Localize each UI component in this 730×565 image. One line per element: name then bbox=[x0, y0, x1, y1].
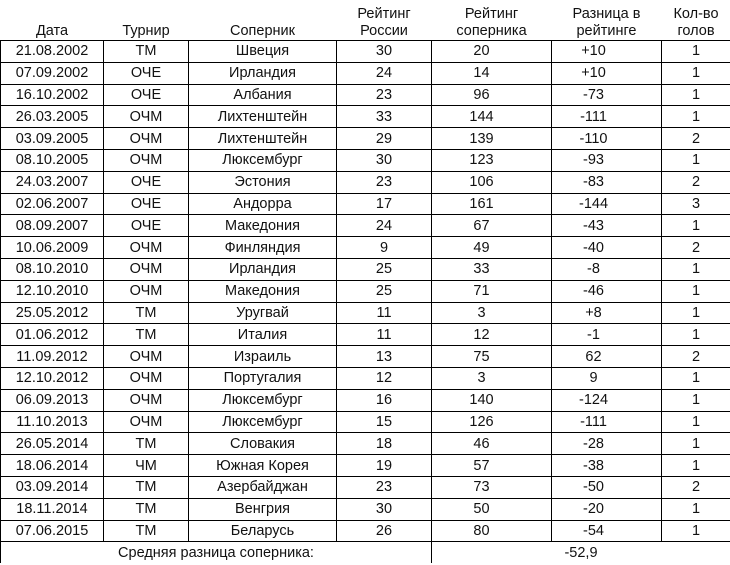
cell-date: 18.06.2014 bbox=[1, 455, 104, 477]
cell-russia-rating: 18 bbox=[337, 433, 432, 455]
header-russia-rating: Рейтинг России bbox=[357, 6, 411, 39]
cell-tournament: ОЧМ bbox=[104, 389, 189, 411]
cell-opponent: Южная Корея bbox=[189, 455, 337, 477]
cell-opponent: Албания bbox=[189, 84, 337, 106]
table-row bbox=[1, 433, 730, 455]
cell-russia-rating: 12 bbox=[337, 367, 432, 389]
header-opponent-rating: Рейтинг соперника bbox=[456, 6, 527, 39]
cell-goals: 1 bbox=[662, 389, 730, 411]
cell-russia-rating: 23 bbox=[337, 171, 432, 193]
cell-opponent-rating: 126 bbox=[432, 411, 552, 433]
cell-opponent: Израиль bbox=[189, 346, 337, 368]
cell-tournament: ЧМ bbox=[104, 455, 189, 477]
header-tournament: Турнир bbox=[122, 23, 170, 39]
cell-opponent-rating: 3 bbox=[432, 367, 552, 389]
cell-goals: 1 bbox=[662, 280, 730, 302]
cell-russia-rating: 26 bbox=[337, 520, 432, 542]
cell-opponent: Венгрия bbox=[189, 498, 337, 520]
cell-rating-difference: 62 bbox=[552, 346, 662, 368]
table-row bbox=[1, 389, 730, 411]
cell-russia-rating: 24 bbox=[337, 215, 432, 237]
cell-date: 07.06.2015 bbox=[1, 520, 104, 542]
cell-rating-difference: -28 bbox=[552, 433, 662, 455]
cell-opponent-rating: 73 bbox=[432, 476, 552, 498]
cell-goals: 1 bbox=[662, 258, 730, 280]
cell-goals: 1 bbox=[662, 215, 730, 237]
cell-opponent: Швеция bbox=[189, 41, 337, 63]
cell-opponent: Македония bbox=[189, 215, 337, 237]
cell-tournament: ОЧМ bbox=[104, 367, 189, 389]
cell-date: 12.10.2010 bbox=[1, 280, 104, 302]
cell-opponent: Беларусь bbox=[189, 520, 337, 542]
cell-date: 11.09.2012 bbox=[1, 346, 104, 368]
cell-tournament: ОЧМ bbox=[104, 258, 189, 280]
cell-opponent-rating: 144 bbox=[432, 106, 552, 128]
cell-date: 03.09.2014 bbox=[1, 476, 104, 498]
cell-date: 21.08.2002 bbox=[1, 41, 104, 63]
cell-russia-rating: 9 bbox=[337, 237, 432, 259]
cell-goals: 2 bbox=[662, 128, 730, 150]
cell-date: 16.10.2002 bbox=[1, 84, 104, 106]
cell-goals: 1 bbox=[662, 455, 730, 477]
cell-date: 26.03.2005 bbox=[1, 106, 104, 128]
cell-date: 01.06.2012 bbox=[1, 324, 104, 346]
cell-opponent: Ирландия bbox=[189, 62, 337, 84]
cell-opponent-rating: 96 bbox=[432, 84, 552, 106]
cell-opponent: Италия bbox=[189, 324, 337, 346]
cell-opponent: Македония bbox=[189, 280, 337, 302]
cell-opponent-rating: 57 bbox=[432, 455, 552, 477]
cell-tournament: ОЧЕ bbox=[104, 84, 189, 106]
cell-tournament: ОЧМ bbox=[104, 149, 189, 171]
cell-opponent: Люксембург bbox=[189, 149, 337, 171]
cell-tournament: ОЧМ bbox=[104, 280, 189, 302]
cell-goals: 2 bbox=[662, 171, 730, 193]
header-opponent: Соперник bbox=[230, 23, 295, 39]
table-row bbox=[1, 193, 730, 215]
cell-goals: 1 bbox=[662, 149, 730, 171]
cell-tournament: ТМ bbox=[104, 498, 189, 520]
cell-date: 08.10.2005 bbox=[1, 149, 104, 171]
cell-russia-rating: 30 bbox=[337, 498, 432, 520]
cell-rating-difference: -40 bbox=[552, 237, 662, 259]
table-row bbox=[1, 106, 730, 128]
cell-rating-difference: +10 bbox=[552, 41, 662, 63]
table-row bbox=[1, 520, 730, 542]
cell-goals: 1 bbox=[662, 433, 730, 455]
cell-russia-rating: 11 bbox=[337, 324, 432, 346]
cell-russia-rating: 33 bbox=[337, 106, 432, 128]
cell-opponent-rating: 14 bbox=[432, 62, 552, 84]
cell-rating-difference: -111 bbox=[552, 106, 662, 128]
cell-russia-rating: 16 bbox=[337, 389, 432, 411]
cell-opponent: Ирландия bbox=[189, 258, 337, 280]
cell-opponent: Азербайджан bbox=[189, 476, 337, 498]
cell-rating-difference: -110 bbox=[552, 128, 662, 150]
cell-russia-rating: 29 bbox=[337, 128, 432, 150]
cell-opponent: Уругвай bbox=[189, 302, 337, 324]
cell-goals: 1 bbox=[662, 520, 730, 542]
cell-date: 24.03.2007 bbox=[1, 171, 104, 193]
cell-rating-difference: -1 bbox=[552, 324, 662, 346]
cell-tournament: ТМ bbox=[104, 433, 189, 455]
table-row bbox=[1, 455, 730, 477]
cell-russia-rating: 11 bbox=[337, 302, 432, 324]
cell-rating-difference: -46 bbox=[552, 280, 662, 302]
header-goals: Кол-во голов bbox=[673, 6, 719, 39]
cell-opponent-rating: 75 bbox=[432, 346, 552, 368]
table-row bbox=[1, 302, 730, 324]
cell-rating-difference: -50 bbox=[552, 476, 662, 498]
cell-rating-difference: -38 bbox=[552, 455, 662, 477]
cell-goals: 1 bbox=[662, 62, 730, 84]
cell-opponent-rating: 12 bbox=[432, 324, 552, 346]
header-date: Дата bbox=[35, 23, 69, 39]
cell-tournament: ОЧЕ bbox=[104, 193, 189, 215]
cell-opponent: Финляндия bbox=[189, 237, 337, 259]
table-row bbox=[1, 41, 730, 63]
cell-russia-rating: 19 bbox=[337, 455, 432, 477]
cell-goals: 1 bbox=[662, 367, 730, 389]
table-row bbox=[1, 149, 730, 171]
cell-opponent: Люксембург bbox=[189, 411, 337, 433]
cell-rating-difference: -93 bbox=[552, 149, 662, 171]
cell-goals: 2 bbox=[662, 346, 730, 368]
cell-opponent-rating: 140 bbox=[432, 389, 552, 411]
cell-opponent-rating: 33 bbox=[432, 258, 552, 280]
cell-russia-rating: 30 bbox=[337, 149, 432, 171]
cell-tournament: ТМ bbox=[104, 302, 189, 324]
table-row bbox=[1, 367, 730, 389]
cell-rating-difference: 9 bbox=[552, 367, 662, 389]
table-row bbox=[1, 324, 730, 346]
table-row bbox=[1, 476, 730, 498]
cell-goals: 1 bbox=[662, 106, 730, 128]
cell-goals: 2 bbox=[662, 476, 730, 498]
cell-opponent: Лихтенштейн bbox=[189, 128, 337, 150]
cell-russia-rating: 23 bbox=[337, 84, 432, 106]
table-row bbox=[1, 171, 730, 193]
cell-russia-rating: 13 bbox=[337, 346, 432, 368]
cell-opponent-rating: 50 bbox=[432, 498, 552, 520]
cell-opponent: Андорра bbox=[189, 193, 337, 215]
table-row bbox=[1, 84, 730, 106]
cell-goals: 1 bbox=[662, 41, 730, 63]
table-row bbox=[1, 62, 730, 84]
cell-russia-rating: 25 bbox=[337, 258, 432, 280]
cell-rating-difference: -8 bbox=[552, 258, 662, 280]
cell-opponent: Лихтенштейн bbox=[189, 106, 337, 128]
cell-goals: 1 bbox=[662, 498, 730, 520]
summary-row bbox=[1, 542, 730, 563]
cell-date: 11.10.2013 bbox=[1, 411, 104, 433]
cell-russia-rating: 17 bbox=[337, 193, 432, 215]
table-row bbox=[1, 280, 730, 302]
cell-date: 06.09.2013 bbox=[1, 389, 104, 411]
cell-rating-difference: +10 bbox=[552, 62, 662, 84]
cell-tournament: ТМ bbox=[104, 41, 189, 63]
cell-rating-difference: -43 bbox=[552, 215, 662, 237]
cell-goals: 1 bbox=[662, 84, 730, 106]
cell-date: 02.06.2007 bbox=[1, 193, 104, 215]
summary-label: Средняя разница соперника: bbox=[1, 542, 432, 563]
table-row bbox=[1, 258, 730, 280]
cell-opponent-rating: 123 bbox=[432, 149, 552, 171]
table-row bbox=[1, 346, 730, 368]
cell-date: 12.10.2012 bbox=[1, 367, 104, 389]
cell-russia-rating: 25 bbox=[337, 280, 432, 302]
cell-rating-difference: -73 bbox=[552, 84, 662, 106]
cell-opponent-rating: 139 bbox=[432, 128, 552, 150]
cell-tournament: ТМ bbox=[104, 520, 189, 542]
table-row bbox=[1, 215, 730, 237]
cell-russia-rating: 24 bbox=[337, 62, 432, 84]
cell-russia-rating: 23 bbox=[337, 476, 432, 498]
cell-opponent-rating: 71 bbox=[432, 280, 552, 302]
cell-opponent-rating: 161 bbox=[432, 193, 552, 215]
cell-date: 03.09.2005 bbox=[1, 128, 104, 150]
cell-tournament: ОЧЕ bbox=[104, 171, 189, 193]
cell-tournament: ТМ bbox=[104, 324, 189, 346]
cell-goals: 1 bbox=[662, 302, 730, 324]
cell-tournament: ТМ bbox=[104, 476, 189, 498]
cell-goals: 1 bbox=[662, 411, 730, 433]
cell-opponent-rating: 3 bbox=[432, 302, 552, 324]
cell-date: 18.11.2014 bbox=[1, 498, 104, 520]
table-row bbox=[1, 237, 730, 259]
cell-opponent-rating: 106 bbox=[432, 171, 552, 193]
cell-russia-rating: 15 bbox=[337, 411, 432, 433]
table-row bbox=[1, 498, 730, 520]
cell-tournament: ОЧМ bbox=[104, 128, 189, 150]
cell-russia-rating: 30 bbox=[337, 41, 432, 63]
table-body bbox=[1, 41, 730, 542]
cell-date: 10.06.2009 bbox=[1, 237, 104, 259]
table-row bbox=[1, 411, 730, 433]
cell-date: 08.10.2010 bbox=[1, 258, 104, 280]
cell-opponent-rating: 80 bbox=[432, 520, 552, 542]
summary-value: -52,9 bbox=[432, 542, 730, 563]
cell-opponent-rating: 20 bbox=[432, 41, 552, 63]
cell-goals: 2 bbox=[662, 237, 730, 259]
cell-goals: 3 bbox=[662, 193, 730, 215]
cell-rating-difference: -144 bbox=[552, 193, 662, 215]
cell-opponent: Португалия bbox=[189, 367, 337, 389]
cell-tournament: ОЧЕ bbox=[104, 215, 189, 237]
cell-date: 25.05.2012 bbox=[1, 302, 104, 324]
cell-opponent: Эстония bbox=[189, 171, 337, 193]
cell-opponent-rating: 67 bbox=[432, 215, 552, 237]
cell-tournament: ОЧМ bbox=[104, 411, 189, 433]
header-row bbox=[1, 0, 730, 41]
cell-opponent: Словакия bbox=[189, 433, 337, 455]
cell-rating-difference: -54 bbox=[552, 520, 662, 542]
cell-rating-difference: -83 bbox=[552, 171, 662, 193]
cell-tournament: ОЧМ bbox=[104, 237, 189, 259]
cell-date: 07.09.2002 bbox=[1, 62, 104, 84]
cell-tournament: ОЧЕ bbox=[104, 62, 189, 84]
cell-opponent: Люксембург bbox=[189, 389, 337, 411]
table-row bbox=[1, 128, 730, 150]
cell-rating-difference: +8 bbox=[552, 302, 662, 324]
cell-tournament: ОЧМ bbox=[104, 346, 189, 368]
cell-opponent-rating: 49 bbox=[432, 237, 552, 259]
cell-rating-difference: -20 bbox=[552, 498, 662, 520]
header-rating-difference: Разница в рейтинге bbox=[572, 6, 641, 39]
cell-opponent-rating: 46 bbox=[432, 433, 552, 455]
cell-rating-difference: -124 bbox=[552, 389, 662, 411]
cell-rating-difference: -111 bbox=[552, 411, 662, 433]
cell-date: 08.09.2007 bbox=[1, 215, 104, 237]
cell-tournament: ОЧМ bbox=[104, 106, 189, 128]
cell-date: 26.05.2014 bbox=[1, 433, 104, 455]
cell-goals: 1 bbox=[662, 324, 730, 346]
